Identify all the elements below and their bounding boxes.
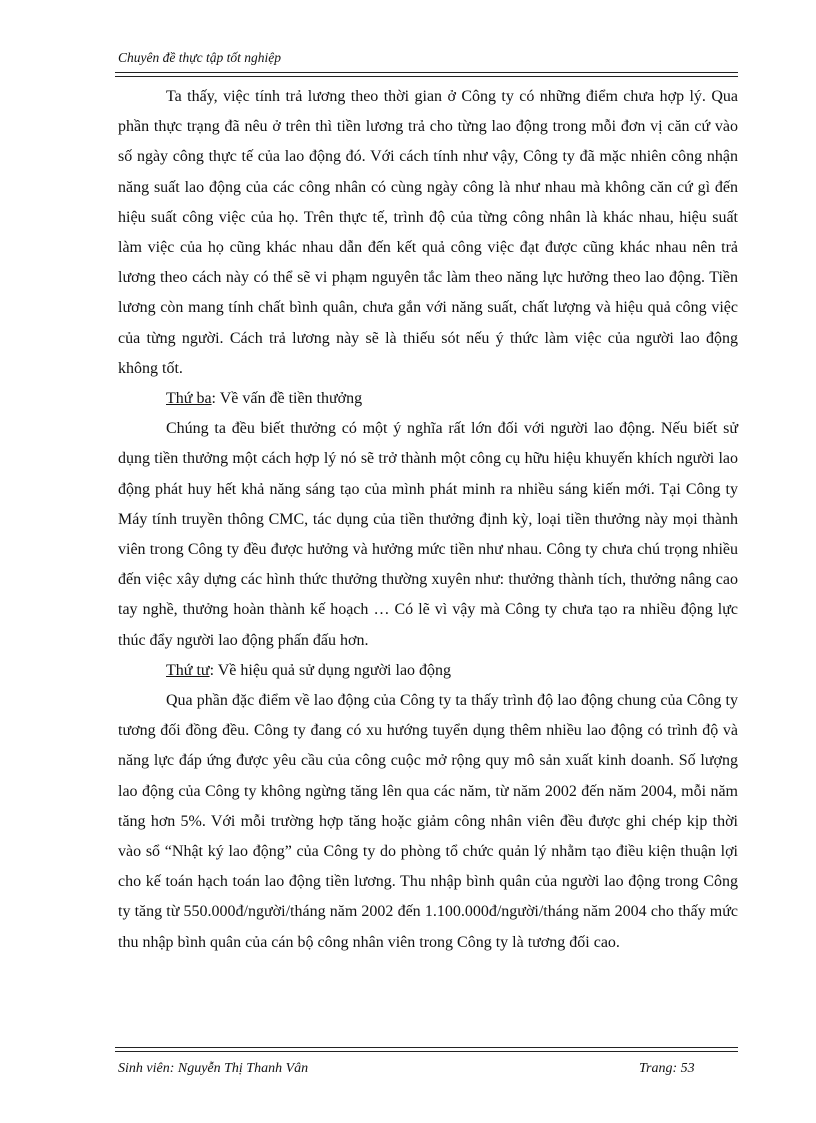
footer-rule-lower xyxy=(115,1051,738,1052)
paragraph-bonus: Chúng ta đều biết thưởng có một ý nghĩa rất lớn đối với người lao động. Nếu biết sử dụng tiền thưởng một cách hợp lý nó sẽ trở thành một công cụ hữu hiệu khuyến khích người lao động phát huy hết khả năng sáng tạo của mình phát minh ra nhiều sáng kiến mới. Tại Công ty Máy tính truyền thông CMC, tác dụng của tiền thưởng định kỳ, loại tiền thưởng này mọi thành viên trong Công ty đều được hưởng và hưởng mức tiền như nhau. Công ty chưa chú trọng nhiều đến việc xây dựng các hình thức thưởng thường xuyên như: thưởng thành tích, thưởng nâng cao tay nghề, thưởng hoàn thành kế hoạch … Có lẽ vì vậy mà Công ty chưa tạo ra nhiều động lực thúc đẩy người lao động phấn đấu hơn. xyxy=(118,420,738,649)
page-header-title: Chuyên đề thực tập tốt nghiệp xyxy=(118,50,281,65)
header-rule-upper xyxy=(115,72,738,73)
paragraph-time-wage: Ta thấy, việc tính trả lương theo thời gian ở Công ty có những điểm chưa hợp lý. Qua phần thực trạng đã nêu ở trên thì tiền lương trả cho từng lao động trong mỗi đơn vị căn cứ vào số ngày công thực tế của lao động đó. Với cách tính như vậy, Công ty đã mặc nhiên công nhận năng suất lao động của các công nhân có cùng ngày công là như nhau mà không căn cứ gì đến hiệu suất công việc của họ. Trên thực tế, trình độ của từng công nhân là khác nhau, hiệu suất làm việc của họ cũng khác nhau dẫn đến kết quả công việc đạt được cũng khác nhau nên trả lương theo cách này có thể sẽ vi phạm nguyên tắc làm theo năng lực hưởng theo lao động. Tiền lương còn mang tính chất bình quân, chưa gắn với năng suất, chất lượng và hiệu quả công việc của từng người. Cách trả lương này sẽ là thiếu sót nếu ý thức làm việc của người lao động không tốt. xyxy=(118,88,738,377)
section-heading-efficiency-text: Về hiệu quả sử dụng người lao động xyxy=(217,661,452,679)
body-text xyxy=(118,82,738,958)
section-heading-efficiency-sep: : xyxy=(209,661,218,679)
footer-page-number: Trang: 53 xyxy=(639,1061,695,1076)
section-heading-bonus xyxy=(118,384,738,414)
header-rule-lower xyxy=(115,76,738,77)
section-heading-bonus-label: Thứ ba xyxy=(166,390,212,408)
footer-student-name: Sinh viên: Nguyễn Thị Thanh Vân xyxy=(118,1061,309,1076)
section-heading-bonus-sep: : xyxy=(211,390,220,408)
section-heading-efficiency xyxy=(118,656,738,686)
paragraph-efficiency: Qua phần đặc điểm về lao động của Công ty ta thấy trình độ lao động chung của Công ty tương đối đồng đều. Công ty đang có xu hướng tuyển dụng thêm nhiều lao động có trình độ và năng lực đáp ứng được yêu cầu của công cuộc mở rộng quy mô sản xuất kinh doanh. Số lượng lao động của Công ty không ngừng tăng lên qua các năm, từ năm 2002 đến năm 2004, mỗi năm tăng hơn 5%. Với mỗi trường hợp tăng hoặc giảm công nhân viên đều được ghi chép kịp thời vào sổ “Nhật ký lao động” của Công ty do phòng tổ chức quản lý nhằm tạo điều kiện thuận lợi cho kế toán hạch toán lao động tiền lương. Thu nhập bình quân của người lao động trong Công ty tăng từ 550.000đ/người/tháng năm 2002 đến 1.100.000đ/người/tháng năm 2004 cho thấy mức thu nhập bình quân của cán bộ công nhân viên trong Công ty là tương đối cao. xyxy=(118,692,738,951)
footer-rule-upper xyxy=(115,1047,738,1048)
section-heading-efficiency-label: Thứ tư xyxy=(166,661,210,679)
section-heading-bonus-text: Về vấn đề tiền thưởng xyxy=(219,390,363,408)
